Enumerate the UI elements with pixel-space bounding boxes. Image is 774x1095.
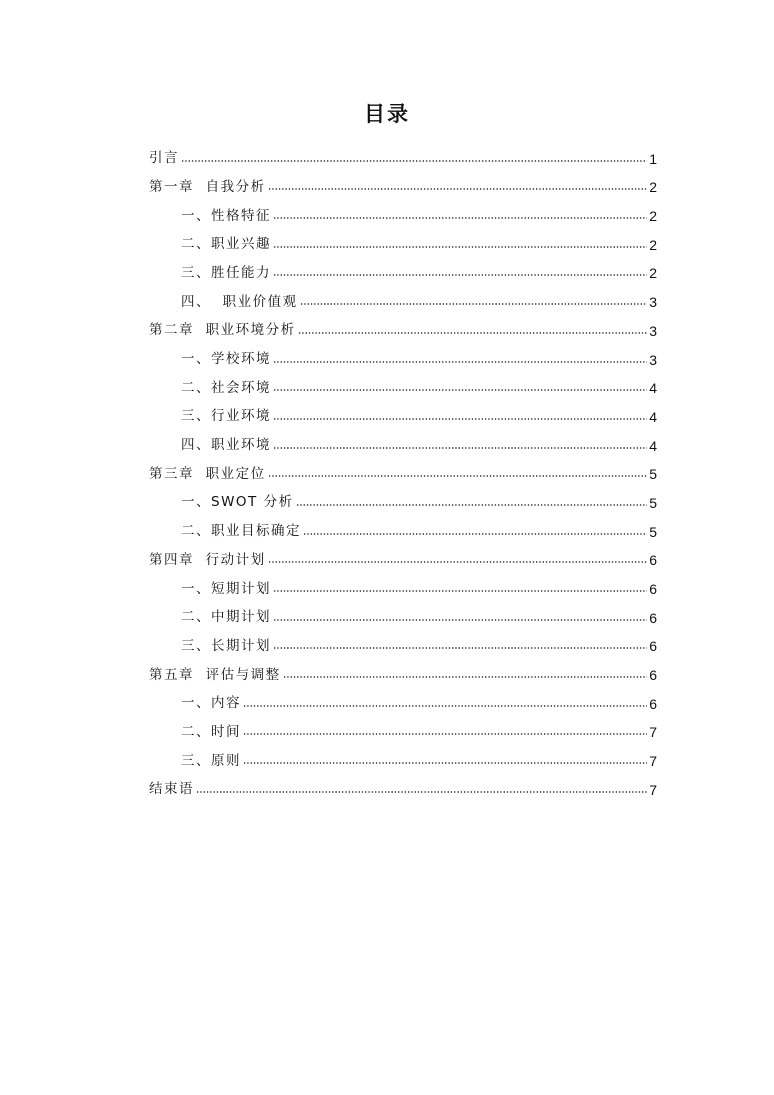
toc-entry[interactable] bbox=[149, 656, 657, 685]
toc-dot-leader bbox=[273, 272, 647, 278]
toc-dot-leader bbox=[296, 502, 647, 508]
toc-entry-text: 二、时间 bbox=[181, 723, 241, 740]
toc-entry-text: 三、长期计划 bbox=[181, 637, 271, 654]
toc-entry-text: 四、 职业价值观 bbox=[181, 293, 298, 310]
toc-dot-leader bbox=[303, 531, 647, 537]
toc-page-number: 6 bbox=[649, 609, 657, 626]
toc-entry-text: 一、性格特征 bbox=[181, 207, 271, 224]
toc-entry[interactable] bbox=[149, 226, 657, 255]
toc-entry-text: 一、SWOT 分析 bbox=[181, 494, 294, 511]
toc-entry-text: 第三章 职业定位 bbox=[149, 465, 266, 482]
toc-entry-text: 第五章 评估与调整 bbox=[149, 666, 281, 683]
toc-list bbox=[149, 140, 657, 800]
toc-dot-leader bbox=[268, 559, 647, 565]
toc-page-number: 7 bbox=[649, 753, 657, 770]
toc-page-number: 4 bbox=[649, 380, 657, 397]
toc-entry-text: 二、社会环境 bbox=[181, 379, 271, 396]
toc-entry-text: 引言 bbox=[149, 150, 179, 167]
toc-entry[interactable] bbox=[149, 255, 657, 284]
toc-page-number: 6 bbox=[649, 638, 657, 655]
toc-page-number: 7 bbox=[649, 724, 657, 741]
toc-entry-text: 三、原则 bbox=[181, 752, 241, 769]
toc-dot-leader bbox=[273, 387, 647, 393]
toc-page-number: 5 bbox=[649, 523, 657, 540]
toc-dot-leader bbox=[243, 760, 647, 766]
toc-entry[interactable] bbox=[149, 169, 657, 198]
toc-entry[interactable] bbox=[149, 427, 657, 456]
toc-entry-text: 二、中期计划 bbox=[181, 609, 271, 626]
toc-dot-leader bbox=[273, 416, 647, 422]
toc-entry[interactable] bbox=[149, 542, 657, 571]
toc-page-number: 6 bbox=[649, 552, 657, 569]
toc-entry[interactable] bbox=[149, 570, 657, 599]
toc-page-number: 4 bbox=[649, 437, 657, 454]
toc-page-number: 3 bbox=[649, 322, 657, 339]
toc-dot-leader bbox=[298, 330, 647, 336]
toc-page-number: 2 bbox=[649, 265, 657, 282]
toc-page-number: 2 bbox=[649, 236, 657, 253]
toc-page-number: 1 bbox=[649, 150, 657, 167]
toc-page-number: 5 bbox=[649, 494, 657, 511]
toc-entry-text: 三、胜任能力 bbox=[181, 264, 271, 281]
toc-entry-text: 一、内容 bbox=[181, 695, 241, 712]
toc-page-number: 5 bbox=[649, 466, 657, 483]
toc-dot-leader bbox=[273, 215, 647, 221]
toc-entry-text: 二、职业目标确定 bbox=[181, 523, 301, 540]
toc-dot-leader bbox=[273, 588, 647, 594]
toc-entry-text: 四、职业环境 bbox=[181, 437, 271, 454]
toc-entry[interactable] bbox=[149, 341, 657, 370]
toc-entry-text: 一、短期计划 bbox=[181, 580, 271, 597]
toc-entry[interactable] bbox=[149, 742, 657, 771]
toc-entry[interactable] bbox=[149, 456, 657, 485]
toc-dot-leader bbox=[273, 244, 647, 250]
toc-dot-leader bbox=[268, 473, 647, 479]
toc-page-number: 6 bbox=[649, 695, 657, 712]
toc-dot-leader bbox=[268, 186, 647, 192]
toc-page-number: 7 bbox=[649, 781, 657, 798]
toc-entry[interactable] bbox=[149, 197, 657, 226]
toc-page-number: 6 bbox=[649, 667, 657, 684]
toc-entry[interactable] bbox=[149, 398, 657, 427]
toc-entry-text: 一、学校环境 bbox=[181, 351, 271, 367]
toc-dot-leader bbox=[181, 158, 647, 164]
toc-entry-text: 二、职业兴趣 bbox=[181, 236, 271, 253]
toc-entry[interactable] bbox=[149, 714, 657, 743]
toc-dot-leader bbox=[283, 674, 647, 680]
toc-title: 目录 bbox=[364, 102, 410, 126]
toc-entry-text: 第二章 职业环境分析 bbox=[149, 322, 296, 339]
toc-entry-text: 第一章 自我分析 bbox=[149, 178, 266, 195]
toc-page-number: 2 bbox=[649, 208, 657, 225]
toc-page-number: 3 bbox=[649, 351, 657, 368]
toc-entry[interactable] bbox=[149, 685, 657, 714]
toc-dot-leader bbox=[243, 703, 647, 709]
toc-page-number: 3 bbox=[649, 294, 657, 311]
toc-entry[interactable] bbox=[149, 599, 657, 628]
toc-entry-text: 三、行业环境 bbox=[181, 408, 271, 425]
toc-entry[interactable] bbox=[149, 312, 657, 341]
toc-entry[interactable] bbox=[149, 370, 657, 399]
toc-dot-leader bbox=[243, 731, 647, 737]
toc-dot-leader bbox=[196, 789, 647, 795]
toc-entry-text: 第四章 行动计划 bbox=[149, 551, 266, 568]
toc-entry[interactable] bbox=[149, 283, 657, 312]
toc-dot-leader bbox=[273, 645, 647, 651]
toc-dot-leader bbox=[300, 301, 647, 307]
toc-page-number: 4 bbox=[649, 408, 657, 425]
toc-dot-leader bbox=[273, 359, 647, 365]
toc-page-number: 2 bbox=[649, 179, 657, 196]
toc-entry[interactable] bbox=[149, 628, 657, 657]
toc-dot-leader bbox=[273, 445, 647, 451]
toc-entry[interactable] bbox=[149, 484, 657, 513]
toc-entry-text: 结束语 bbox=[149, 781, 194, 798]
toc-entry[interactable] bbox=[149, 771, 657, 800]
toc-entry[interactable] bbox=[149, 513, 657, 542]
toc-page-number: 6 bbox=[649, 581, 657, 597]
toc-entry[interactable] bbox=[149, 140, 657, 169]
toc-dot-leader bbox=[273, 617, 647, 623]
